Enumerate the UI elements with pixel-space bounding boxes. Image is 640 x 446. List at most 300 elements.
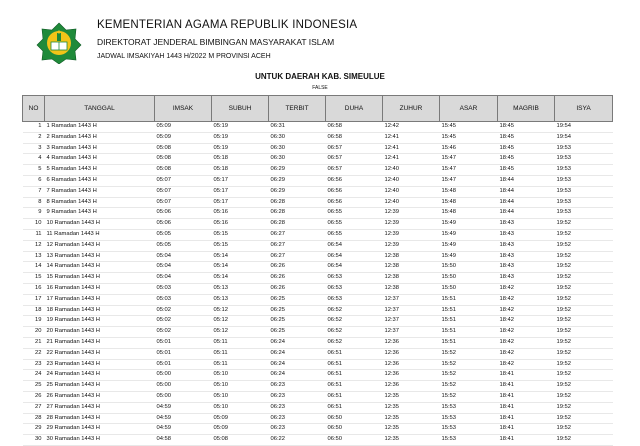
cell-subuh: 05:17 xyxy=(212,175,269,186)
cell-no: 5 xyxy=(23,165,45,176)
cell-isya: 19:52 xyxy=(555,273,613,284)
cell-duha: 06:53 xyxy=(326,283,383,294)
cell-terbit: 06:29 xyxy=(269,186,326,197)
cell-tanggal: 20 Ramadan 1443 H xyxy=(45,327,155,338)
cell-isya: 19:52 xyxy=(555,262,613,273)
cell-magrib: 18:43 xyxy=(498,229,555,240)
table-row xyxy=(23,229,613,240)
cell-terbit: 06:23 xyxy=(269,413,326,424)
cell-imsak: 05:07 xyxy=(155,175,212,186)
cell-subuh: 05:16 xyxy=(212,208,269,219)
cell-no: 29 xyxy=(23,424,45,435)
cell-imsak: 05:01 xyxy=(155,337,212,348)
cell-magrib: 18:44 xyxy=(498,186,555,197)
cell-duha: 06:54 xyxy=(326,240,383,251)
cell-duha: 06:51 xyxy=(326,402,383,413)
cell-magrib: 18:45 xyxy=(498,143,555,154)
column-header-tanggal: TANGGAL xyxy=(45,96,155,122)
cell-terbit: 06:26 xyxy=(269,273,326,284)
cell-magrib: 18:41 xyxy=(498,370,555,381)
cell-no: 13 xyxy=(23,251,45,262)
cell-tanggal: 22 Ramadan 1443 H xyxy=(45,348,155,359)
cell-imsak: 05:08 xyxy=(155,165,212,176)
cell-asar: 15:48 xyxy=(440,208,498,219)
cell-magrib: 18:41 xyxy=(498,381,555,392)
cell-isya: 19:53 xyxy=(555,154,613,165)
cell-duha: 06:52 xyxy=(326,316,383,327)
cell-magrib: 18:42 xyxy=(498,359,555,370)
cell-no: 25 xyxy=(23,381,45,392)
cell-magrib: 18:42 xyxy=(498,348,555,359)
cell-imsak: 05:07 xyxy=(155,197,212,208)
cell-tanggal: 12 Ramadan 1443 H xyxy=(45,240,155,251)
cell-subuh: 05:12 xyxy=(212,305,269,316)
cell-subuh: 05:11 xyxy=(212,359,269,370)
cell-isya: 19:52 xyxy=(555,435,613,446)
cell-isya: 19:53 xyxy=(555,165,613,176)
cell-asar: 15:49 xyxy=(440,229,498,240)
cell-terbit: 06:27 xyxy=(269,251,326,262)
cell-magrib: 18:45 xyxy=(498,122,555,133)
table-row xyxy=(23,413,613,424)
cell-isya: 19:53 xyxy=(555,143,613,154)
cell-tanggal: 29 Ramadan 1443 H xyxy=(45,424,155,435)
cell-subuh: 05:13 xyxy=(212,283,269,294)
cell-subuh: 05:19 xyxy=(212,122,269,133)
cell-isya: 19:53 xyxy=(555,186,613,197)
cell-duha: 06:54 xyxy=(326,262,383,273)
cell-no: 19 xyxy=(23,316,45,327)
cell-isya: 19:52 xyxy=(555,251,613,262)
cell-isya: 19:52 xyxy=(555,294,613,305)
cell-asar: 15:51 xyxy=(440,294,498,305)
table-row xyxy=(23,435,613,446)
table-row xyxy=(23,165,613,176)
cell-terbit: 06:24 xyxy=(269,370,326,381)
cell-isya: 19:52 xyxy=(555,370,613,381)
cell-zuhur: 12:35 xyxy=(383,435,440,446)
cell-asar: 15:47 xyxy=(440,154,498,165)
table-row xyxy=(23,359,613,370)
cell-asar: 15:48 xyxy=(440,186,498,197)
region-title: UNTUK DAERAH KAB. SIMEULUE xyxy=(255,72,385,81)
cell-zuhur: 12:37 xyxy=(383,316,440,327)
cell-terbit: 06:27 xyxy=(269,229,326,240)
cell-zuhur: 12:42 xyxy=(383,122,440,133)
cell-isya: 19:52 xyxy=(555,305,613,316)
cell-zuhur: 12:41 xyxy=(383,132,440,143)
table-row xyxy=(23,348,613,359)
table-row xyxy=(23,262,613,273)
cell-zuhur: 12:35 xyxy=(383,391,440,402)
cell-zuhur: 12:35 xyxy=(383,402,440,413)
cell-terbit: 06:30 xyxy=(269,154,326,165)
cell-terbit: 06:30 xyxy=(269,143,326,154)
cell-asar: 15:50 xyxy=(440,283,498,294)
cell-asar: 15:47 xyxy=(440,165,498,176)
cell-terbit: 06:24 xyxy=(269,337,326,348)
cell-isya: 19:52 xyxy=(555,316,613,327)
table-row xyxy=(23,305,613,316)
directorate-subtitle: DIREKTORAT JENDERAL BIMBINGAN MASYARAKAT ISLAM xyxy=(97,37,335,47)
cell-isya: 19:54 xyxy=(555,122,613,133)
cell-tanggal: 23 Ramadan 1443 H xyxy=(45,359,155,370)
cell-tanggal: 13 Ramadan 1443 H xyxy=(45,251,155,262)
cell-no: 24 xyxy=(23,370,45,381)
cell-magrib: 18:42 xyxy=(498,283,555,294)
cell-tanggal: 25 Ramadan 1443 H xyxy=(45,381,155,392)
cell-magrib: 18:42 xyxy=(498,294,555,305)
cell-tanggal: 11 Ramadan 1443 H xyxy=(45,229,155,240)
cell-tanggal: 6 Ramadan 1443 H xyxy=(45,175,155,186)
cell-imsak: 05:00 xyxy=(155,391,212,402)
table-row xyxy=(23,424,613,435)
cell-terbit: 06:23 xyxy=(269,402,326,413)
cell-magrib: 18:41 xyxy=(498,424,555,435)
cell-subuh: 05:18 xyxy=(212,154,269,165)
cell-subuh: 05:19 xyxy=(212,132,269,143)
cell-duha: 06:56 xyxy=(326,175,383,186)
cell-magrib: 18:44 xyxy=(498,175,555,186)
cell-zuhur: 12:38 xyxy=(383,273,440,284)
table-row xyxy=(23,175,613,186)
cell-zuhur: 12:38 xyxy=(383,283,440,294)
cell-imsak: 05:05 xyxy=(155,229,212,240)
table-row xyxy=(23,402,613,413)
cell-zuhur: 12:41 xyxy=(383,143,440,154)
cell-duha: 06:53 xyxy=(326,294,383,305)
cell-asar: 15:47 xyxy=(440,175,498,186)
cell-subuh: 05:11 xyxy=(212,348,269,359)
cell-no: 9 xyxy=(23,208,45,219)
cell-no: 26 xyxy=(23,391,45,402)
cell-imsak: 05:03 xyxy=(155,283,212,294)
cell-terbit: 06:25 xyxy=(269,327,326,338)
cell-terbit: 06:23 xyxy=(269,424,326,435)
cell-magrib: 18:44 xyxy=(498,208,555,219)
cell-asar: 15:50 xyxy=(440,262,498,273)
cell-duha: 06:50 xyxy=(326,435,383,446)
cell-isya: 19:52 xyxy=(555,240,613,251)
table-row xyxy=(23,294,613,305)
cell-asar: 15:51 xyxy=(440,305,498,316)
cell-terbit: 06:31 xyxy=(269,122,326,133)
cell-isya: 19:53 xyxy=(555,208,613,219)
cell-magrib: 18:41 xyxy=(498,413,555,424)
table-row xyxy=(23,219,613,230)
cell-zuhur: 12:37 xyxy=(383,327,440,338)
cell-subuh: 05:15 xyxy=(212,229,269,240)
cell-isya: 19:54 xyxy=(555,132,613,143)
cell-duha: 06:55 xyxy=(326,208,383,219)
cell-terbit: 06:29 xyxy=(269,165,326,176)
cell-duha: 06:50 xyxy=(326,413,383,424)
cell-duha: 06:51 xyxy=(326,348,383,359)
cell-imsak: 05:08 xyxy=(155,154,212,165)
table-row xyxy=(23,251,613,262)
cell-subuh: 05:19 xyxy=(212,143,269,154)
cell-tanggal: 19 Ramadan 1443 H xyxy=(45,316,155,327)
cell-asar: 15:49 xyxy=(440,219,498,230)
cell-tanggal: 26 Ramadan 1443 H xyxy=(45,391,155,402)
cell-no: 30 xyxy=(23,435,45,446)
cell-magrib: 18:42 xyxy=(498,316,555,327)
cell-tanggal: 21 Ramadan 1443 H xyxy=(45,337,155,348)
cell-duha: 06:52 xyxy=(326,337,383,348)
cell-subuh: 05:12 xyxy=(212,327,269,338)
cell-no: 18 xyxy=(23,305,45,316)
cell-zuhur: 12:36 xyxy=(383,370,440,381)
cell-no: 4 xyxy=(23,154,45,165)
cell-tanggal: 27 Ramadan 1443 H xyxy=(45,402,155,413)
cell-subuh: 05:18 xyxy=(212,165,269,176)
cell-zuhur: 12:35 xyxy=(383,424,440,435)
cell-isya: 19:52 xyxy=(555,219,613,230)
cell-zuhur: 12:37 xyxy=(383,305,440,316)
cell-magrib: 18:42 xyxy=(498,327,555,338)
cell-magrib: 18:44 xyxy=(498,197,555,208)
cell-isya: 19:52 xyxy=(555,337,613,348)
cell-imsak: 05:02 xyxy=(155,316,212,327)
cell-tanggal: 16 Ramadan 1443 H xyxy=(45,283,155,294)
cell-terbit: 06:29 xyxy=(269,175,326,186)
cell-asar: 15:50 xyxy=(440,273,498,284)
table-row xyxy=(23,337,613,348)
cell-zuhur: 12:36 xyxy=(383,348,440,359)
cell-magrib: 18:43 xyxy=(498,240,555,251)
cell-isya: 19:53 xyxy=(555,197,613,208)
cell-terbit: 06:24 xyxy=(269,348,326,359)
cell-duha: 06:51 xyxy=(326,359,383,370)
cell-duha: 06:58 xyxy=(326,122,383,133)
cell-no: 28 xyxy=(23,413,45,424)
cell-subuh: 05:14 xyxy=(212,273,269,284)
cell-imsak: 05:04 xyxy=(155,273,212,284)
cell-asar: 15:52 xyxy=(440,370,498,381)
cell-subuh: 05:09 xyxy=(212,413,269,424)
cell-duha: 06:57 xyxy=(326,143,383,154)
cell-duha: 06:55 xyxy=(326,219,383,230)
cell-zuhur: 12:36 xyxy=(383,337,440,348)
cell-asar: 15:45 xyxy=(440,132,498,143)
cell-asar: 15:45 xyxy=(440,122,498,133)
cell-imsak: 04:59 xyxy=(155,413,212,424)
cell-asar: 15:51 xyxy=(440,337,498,348)
cell-terbit: 06:23 xyxy=(269,391,326,402)
cell-magrib: 18:41 xyxy=(498,435,555,446)
cell-tanggal: 3 Ramadan 1443 H xyxy=(45,143,155,154)
cell-subuh: 05:10 xyxy=(212,370,269,381)
column-header-imsak: IMSAK xyxy=(155,96,212,122)
cell-tanggal: 9 Ramadan 1443 H xyxy=(45,208,155,219)
cell-no: 11 xyxy=(23,229,45,240)
header-row xyxy=(23,96,613,122)
cell-zuhur: 12:40 xyxy=(383,197,440,208)
cell-duha: 06:54 xyxy=(326,251,383,262)
column-header-isya: ISYA xyxy=(555,96,613,122)
cell-no: 14 xyxy=(23,262,45,273)
column-header-asar: ASAR xyxy=(440,96,498,122)
cell-zuhur: 12:39 xyxy=(383,208,440,219)
cell-subuh: 05:14 xyxy=(212,262,269,273)
cell-no: 6 xyxy=(23,175,45,186)
cell-no: 21 xyxy=(23,337,45,348)
imsakiyah-table xyxy=(22,95,613,446)
cell-asar: 15:52 xyxy=(440,391,498,402)
cell-zuhur: 12:37 xyxy=(383,294,440,305)
cell-tanggal: 17 Ramadan 1443 H xyxy=(45,294,155,305)
cell-asar: 15:48 xyxy=(440,197,498,208)
cell-duha: 06:52 xyxy=(326,327,383,338)
cell-magrib: 18:42 xyxy=(498,305,555,316)
cell-zuhur: 12:39 xyxy=(383,240,440,251)
cell-isya: 19:52 xyxy=(555,348,613,359)
schedule-title: JADWAL IMSAKIYAH 1443 H/2022 M PROVINSI ACEH xyxy=(97,53,271,60)
table-row xyxy=(23,122,613,133)
cell-subuh: 05:16 xyxy=(212,219,269,230)
cell-asar: 15:49 xyxy=(440,251,498,262)
cell-subuh: 05:10 xyxy=(212,391,269,402)
cell-duha: 06:57 xyxy=(326,165,383,176)
cell-imsak: 05:02 xyxy=(155,327,212,338)
cell-zuhur: 12:40 xyxy=(383,165,440,176)
cell-imsak: 05:09 xyxy=(155,122,212,133)
cell-asar: 15:52 xyxy=(440,359,498,370)
cell-imsak: 05:00 xyxy=(155,370,212,381)
cell-magrib: 18:42 xyxy=(498,337,555,348)
cell-magrib: 18:43 xyxy=(498,273,555,284)
column-header-subuh: SUBUH xyxy=(212,96,269,122)
ministry-title: KEMENTERIAN AGAMA REPUBLIK INDONESIA xyxy=(97,19,358,31)
cell-terbit: 06:30 xyxy=(269,132,326,143)
cell-subuh: 05:13 xyxy=(212,294,269,305)
table-row xyxy=(23,316,613,327)
cell-terbit: 06:25 xyxy=(269,316,326,327)
cell-imsak: 05:09 xyxy=(155,132,212,143)
cell-isya: 19:52 xyxy=(555,359,613,370)
cell-isya: 19:53 xyxy=(555,175,613,186)
cell-imsak: 05:07 xyxy=(155,186,212,197)
cell-magrib: 18:41 xyxy=(498,402,555,413)
cell-zuhur: 12:41 xyxy=(383,154,440,165)
table-row xyxy=(23,240,613,251)
cell-asar: 15:49 xyxy=(440,240,498,251)
column-header-zuhur: ZUHUR xyxy=(383,96,440,122)
cell-zuhur: 12:35 xyxy=(383,413,440,424)
table-row xyxy=(23,132,613,143)
table-row xyxy=(23,370,613,381)
cell-isya: 19:52 xyxy=(555,229,613,240)
cell-zuhur: 12:38 xyxy=(383,262,440,273)
false-label: FALSE xyxy=(312,85,328,91)
cell-asar: 15:52 xyxy=(440,381,498,392)
cell-asar: 15:52 xyxy=(440,348,498,359)
cell-duha: 06:56 xyxy=(326,186,383,197)
cell-isya: 19:52 xyxy=(555,381,613,392)
cell-imsak: 05:04 xyxy=(155,251,212,262)
cell-imsak: 05:06 xyxy=(155,219,212,230)
cell-terbit: 06:27 xyxy=(269,240,326,251)
table-row xyxy=(23,143,613,154)
table-row xyxy=(23,391,613,402)
kemenag-logo xyxy=(36,22,82,64)
table-row xyxy=(23,154,613,165)
cell-asar: 15:51 xyxy=(440,327,498,338)
cell-imsak: 05:05 xyxy=(155,240,212,251)
cell-zuhur: 12:40 xyxy=(383,175,440,186)
cell-no: 20 xyxy=(23,327,45,338)
cell-tanggal: 7 Ramadan 1443 H xyxy=(45,186,155,197)
cell-isya: 19:52 xyxy=(555,402,613,413)
table-row xyxy=(23,327,613,338)
cell-imsak: 05:01 xyxy=(155,348,212,359)
cell-subuh: 05:08 xyxy=(212,435,269,446)
cell-duha: 06:58 xyxy=(326,132,383,143)
cell-magrib: 18:41 xyxy=(498,391,555,402)
cell-duha: 06:55 xyxy=(326,229,383,240)
cell-tanggal: 28 Ramadan 1443 H xyxy=(45,413,155,424)
table-row xyxy=(23,283,613,294)
cell-tanggal: 10 Ramadan 1443 H xyxy=(45,219,155,230)
table-row xyxy=(23,208,613,219)
cell-tanggal: 24 Ramadan 1443 H xyxy=(45,370,155,381)
cell-magrib: 18:45 xyxy=(498,132,555,143)
cell-terbit: 06:25 xyxy=(269,305,326,316)
table-row xyxy=(23,381,613,392)
cell-imsak: 05:08 xyxy=(155,143,212,154)
column-header-duha: DUHA xyxy=(326,96,383,122)
cell-terbit: 06:23 xyxy=(269,381,326,392)
cell-terbit: 06:26 xyxy=(269,283,326,294)
cell-zuhur: 12:36 xyxy=(383,359,440,370)
cell-no: 3 xyxy=(23,143,45,154)
cell-imsak: 05:01 xyxy=(155,359,212,370)
cell-subuh: 05:17 xyxy=(212,197,269,208)
cell-terbit: 06:24 xyxy=(269,359,326,370)
cell-imsak: 05:03 xyxy=(155,294,212,305)
cell-duha: 06:52 xyxy=(326,305,383,316)
cell-isya: 19:52 xyxy=(555,391,613,402)
cell-subuh: 05:10 xyxy=(212,402,269,413)
cell-no: 7 xyxy=(23,186,45,197)
cell-subuh: 05:15 xyxy=(212,240,269,251)
cell-imsak: 05:06 xyxy=(155,208,212,219)
cell-terbit: 06:22 xyxy=(269,435,326,446)
cell-zuhur: 12:38 xyxy=(383,251,440,262)
cell-terbit: 06:28 xyxy=(269,208,326,219)
cell-terbit: 06:28 xyxy=(269,197,326,208)
cell-isya: 19:52 xyxy=(555,283,613,294)
cell-zuhur: 12:39 xyxy=(383,219,440,230)
cell-tanggal: 8 Ramadan 1443 H xyxy=(45,197,155,208)
cell-duha: 06:57 xyxy=(326,154,383,165)
cell-isya: 19:52 xyxy=(555,327,613,338)
cell-asar: 15:46 xyxy=(440,143,498,154)
cell-no: 17 xyxy=(23,294,45,305)
cell-terbit: 06:25 xyxy=(269,294,326,305)
cell-no: 2 xyxy=(23,132,45,143)
cell-duha: 06:51 xyxy=(326,391,383,402)
table-row xyxy=(23,197,613,208)
cell-duha: 06:53 xyxy=(326,273,383,284)
cell-subuh: 05:17 xyxy=(212,186,269,197)
cell-imsak: 05:00 xyxy=(155,381,212,392)
cell-no: 1 xyxy=(23,122,45,133)
cell-duha: 06:50 xyxy=(326,424,383,435)
cell-tanggal: 5 Ramadan 1443 H xyxy=(45,165,155,176)
cell-duha: 06:51 xyxy=(326,370,383,381)
cell-tanggal: 14 Ramadan 1443 H xyxy=(45,262,155,273)
